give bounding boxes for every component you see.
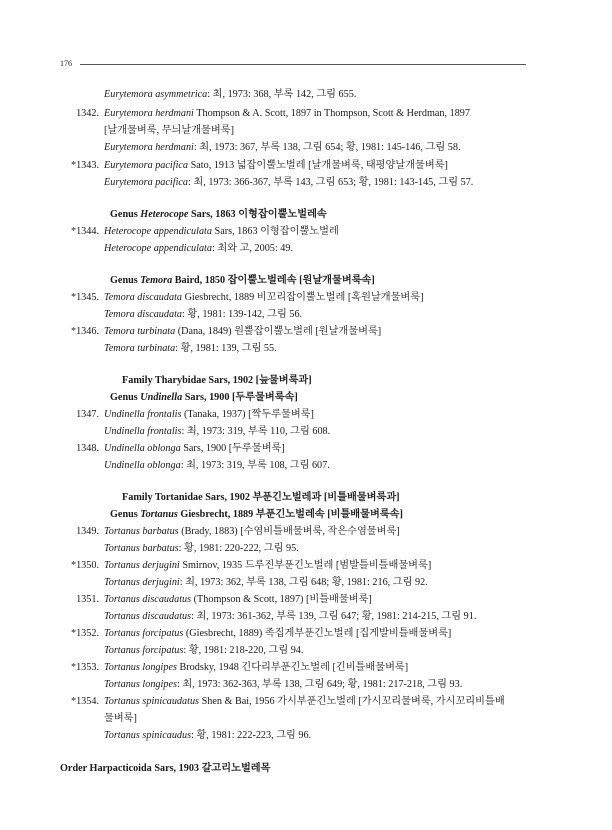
species-entry: Tortanus longipes Brodsky, 1948 긴다리부푼긴노벌레 [긴비틀배물벼룩] [104,662,409,673]
entry-number: *1352. [70,628,99,639]
page-header [60,59,526,71]
species-entry: Heterocope appendiculata Sars, 1863 이형잡이뿔노벌레 [104,226,339,237]
entry-number: 1342. [76,108,99,119]
entry-number: 1349. [76,526,99,537]
entry-number: *1343. [70,160,99,171]
entry-number: 1351. [76,594,99,605]
entry-number: *1353. [70,662,99,673]
species-entry: Eurytemora herdmani Thompson & A. Scott, 1897 in Thompson, Scott & Herdman, 1897 [104,108,470,119]
species-entry: Undinella frontalis (Tanaka, 1937) [짝두루물벼룩] [104,409,314,420]
entry-number: *1345. [70,292,99,303]
species-entry: Tortanus discaudatus (Thompson & Scott, 1897) [비틀배물벼룩] [104,594,372,605]
citation-line: Tortanus barbatus: 황, 1981: 220-222, 그림 95. [104,543,299,554]
citation-line: Eurytemora herdmani: 최, 1973: 367, 부록 138, 그림 654; 황, 1981: 145-146, 그림 58. [104,142,461,153]
species-entry: Tortanus spinicaudatus Shen & Bai, 1956 가시부푼긴노벌레 [가시꼬리물벼룩, 가시꼬리비틀배 [104,696,505,707]
entry-number: *1350. [70,560,99,571]
species-entry: Tortanus derjugini Smirnov, 1935 드루진부푼긴노벌레 [범발틀비틀배물벼룩] [104,560,432,571]
citation-line: Eurytemora asymmetrica: 최, 1973: 368, 부록 142, 그림 655. [104,89,357,100]
header-rule [80,64,526,65]
entry-number: *1346. [70,326,99,337]
section-heading: Family Tortanidae Sars, 1902 부푼긴노벌레과 [비틀배물벼룩과] [122,492,400,503]
entry-number: 1347. [76,409,99,420]
species-entry: Temora turbinata (Dana, 1849) 원뿔잡이뿔노벌레 [원날개물벼룩] [104,326,382,337]
entry-number: *1354. [70,696,99,707]
species-entry: Tortanus barbatus (Brady, 1883) [수염비틀배물벼룩, 작은수염물벼룩] [104,526,400,537]
species-entry: Temora discaudata Giesbrecht, 1889 비꼬리잡이뿔노벌레 [혹원날개물벼룩] [104,292,424,303]
section-heading: Genus Undinella Sars, 1900 [두루물벼룩속] [110,392,298,403]
section-heading: Genus Temora Baird, 1850 잡이뿔노벌레속 [원날개물벼룩속] [110,275,375,286]
citation-line: Tortanus derjugini: 최, 1973: 362, 부록 138, 그림 648; 황, 1981: 216, 그림 92. [104,577,428,588]
citation-line: Tortanus longipes: 최, 1973: 362-363, 부록 138, 그림 649; 황, 1981: 217-218, 그림 93. [104,679,463,690]
section-heading: Genus Tortanus Giesbrecht, 1889 부푼긴노벌레속 [비틀배물벼룩속] [110,509,403,520]
citation-line: Eurytemora pacifica: 최, 1973: 366-367, 부록 143, 그림 653; 황, 1981: 143-145, 그림 57. [104,177,474,188]
citation-line: Tortanus forcipatus: 황, 1981: 218-220, 그림 94. [104,645,304,656]
section-heading: Genus Heterocope Sars, 1863 이형잡이뿔노벌레속 [110,209,327,220]
entry-number: *1344. [70,226,99,237]
entry-number: 1348. [76,443,99,454]
page-number: 176 [60,59,72,68]
common-name-continuation: 물벼룩] [104,713,137,724]
citation-line: Undinella frontalis: 최, 1973: 319, 부록 110, 그림 608. [104,426,331,437]
species-entry: Undinella oblonga Sars, 1900 [두루물벼룩] [104,443,285,454]
section-heading: Order Harpacticoida Sars, 1903 갈고리노벌레목 [60,763,271,774]
species-entry: Eurytemora pacifica Sato, 1913 넓잡이뿔노벌레 [날개물벼룩, 태평양날개물벼룩] [104,160,448,171]
common-name-continuation: [날개물벼룩, 무늬날개물벼룩] [104,125,234,136]
citation-line: Temora discaudata: 황, 1981: 139-142, 그림 56. [104,309,303,320]
citation-line: Undinella oblonga: 최, 1973: 319, 부록 108, 그림 607. [104,460,330,471]
section-heading: Family Tharybidae Sars, 1902 [늪물벼룩과] [122,375,312,386]
citation-line: Temora turbinata: 황, 1981: 139, 그림 55. [104,343,277,354]
citation-line: Tortanus spinicaudus: 황, 1981: 222-223, 그림 96. [104,730,312,741]
citation-line: Heterocope appendiculata: 최와 고, 2005: 49. [104,243,294,254]
species-entry: Tortanus forcipatus (Giesbrecht, 1889) 족집게부푼긴노벌레 [집게발비틀배물벼룩] [104,628,452,639]
citation-line: Tortanus discaudatus: 최, 1973: 361-362, 부록 139, 그림 647; 황, 1981: 214-215, 그림 91. [104,611,477,622]
